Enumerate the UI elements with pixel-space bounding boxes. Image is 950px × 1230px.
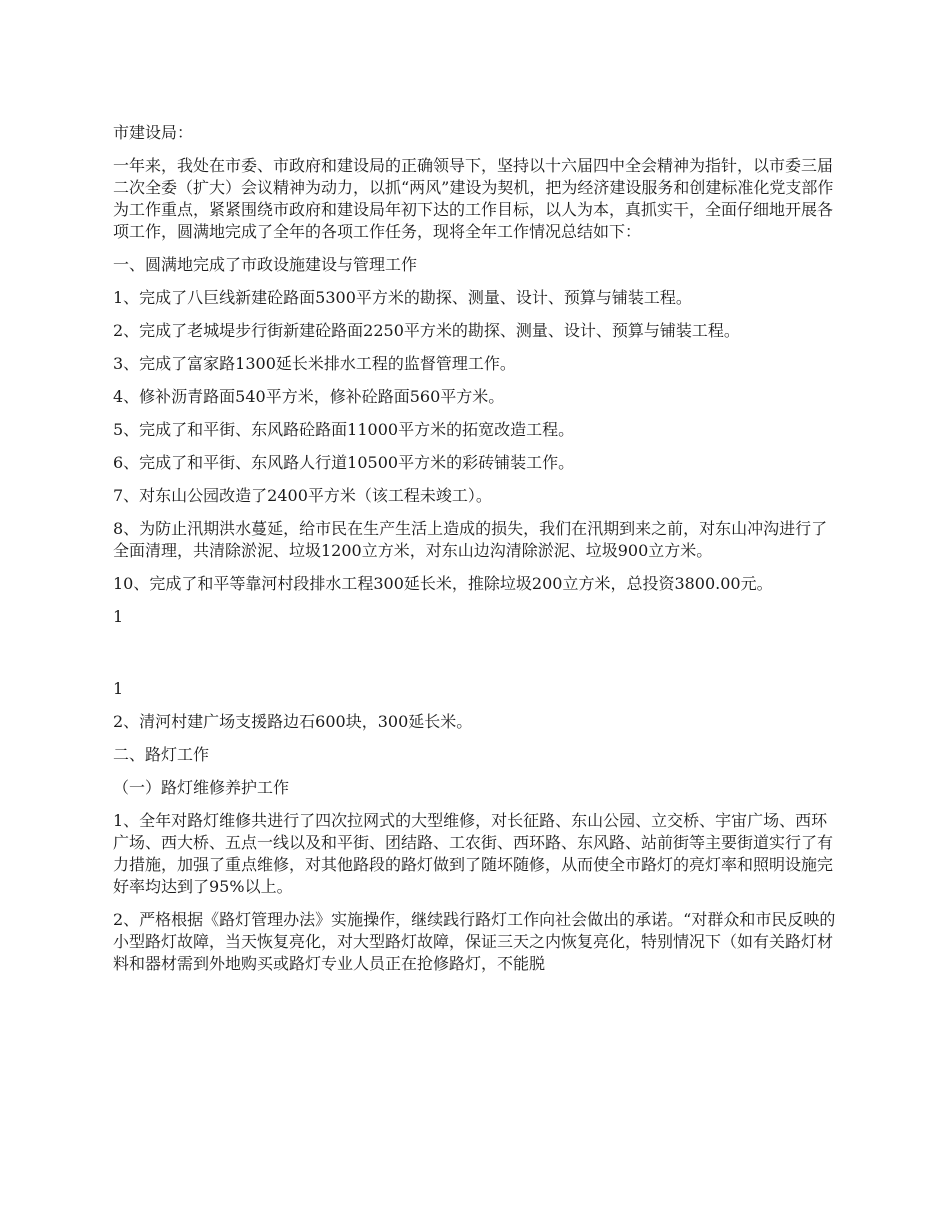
- blank-spacer: [113, 639, 843, 678]
- list-item: 8、为防止汛期洪水蔓延，给市民在生产生活上造成的损失，我们在汛期到来之前，对东山冲沟进行了全面清理，共清除淤泥、垃圾1200立方米，对东山边沟清除淤泥、垃圾900立方米。: [113, 519, 828, 560]
- list-item: 1、完成了八巨线新建砼路面5300平方米的勘探、测量、设计、预算与铺装工程。: [113, 288, 692, 307]
- list-item: 6、完成了和平街、东风路人行道10500平方米的彩砖铺装工作。: [113, 453, 575, 472]
- salutation: 市建设局：: [113, 123, 194, 142]
- section-heading-municipal: 一、圆满地完成了市政设施建设与管理工作: [113, 255, 418, 274]
- list-item: 4、修补沥青路面540平方米，修补砼路面560平方米。: [113, 387, 505, 406]
- list-item: 1、全年对路灯维修共进行了四次拉网式的大型维修，对长征路、东山公园、立交桥、宇宙广场、西环广场、西大桥、五点一线以及和平街、团结路、工农街、西环路、东风路、站前街等主要街道实行了有力措施，加强了重点维修，对其他路段的路灯做到了随坏随修，从而使全市路灯的亮灯率和照明设施完好率均达到了95%以上。: [113, 811, 834, 896]
- list-item: 10、完成了和平等靠河村段排水工程300延长米，推除垃圾200立方米，总投资3800.00元。: [113, 574, 773, 593]
- list-number-marker: 1: [113, 607, 124, 626]
- list-item: 3、完成了富家路1300延长米排水工程的监督管理工作。: [113, 354, 516, 373]
- list-item: 2、完成了老城堤步行街新建砼路面2250平方米的勘探、测量、设计、预算与铺装工程。: [113, 321, 740, 340]
- subsection-heading-maintenance: （一）路灯维修养护工作: [113, 778, 290, 797]
- list-item: 5、完成了和平街、东风路砼路面11000平方米的拓宽改造工程。: [113, 420, 575, 439]
- list-item: 2、清河村建广场支援路边石600块，300延长米。: [113, 712, 473, 731]
- list-item: 2、严格根据《路灯管理办法》实施操作，继续践行路灯工作向社会做出的承诺。“对群众和市民反映的小型路灯故障，当天恢复亮化，对大型路灯故障，保证三天之内恢复亮化，特别情况下（如有关路灯材料和器材需到外地购买或路灯专业人员正在抢修路灯，不能脱: [113, 910, 836, 973]
- list-item: 7、对东山公园改造了2400平方米（该工程未竣工）。: [113, 486, 492, 505]
- list-number-marker: 1: [113, 679, 124, 698]
- intro-paragraph: 一年来，我处在市委、市政府和建设局的正确领导下，坚持以十六届四中全会精神为指针，以市委三届二次全委（扩大）会议精神为动力，以抓“两风”建设为契机，把为经济建设服务和创建标准化党支部作为工作重点，紧紧围绕市政府和建设局年初下达的工作目标，以人为本，真抓实干，全面仔细地开展各项工作，圆满地完成了全年的各项工作任务，现将全年工作情况总结如下：: [113, 156, 834, 241]
- document-body: [113, 122, 843, 986]
- section-heading-streetlights: 二、路灯工作: [113, 745, 210, 764]
